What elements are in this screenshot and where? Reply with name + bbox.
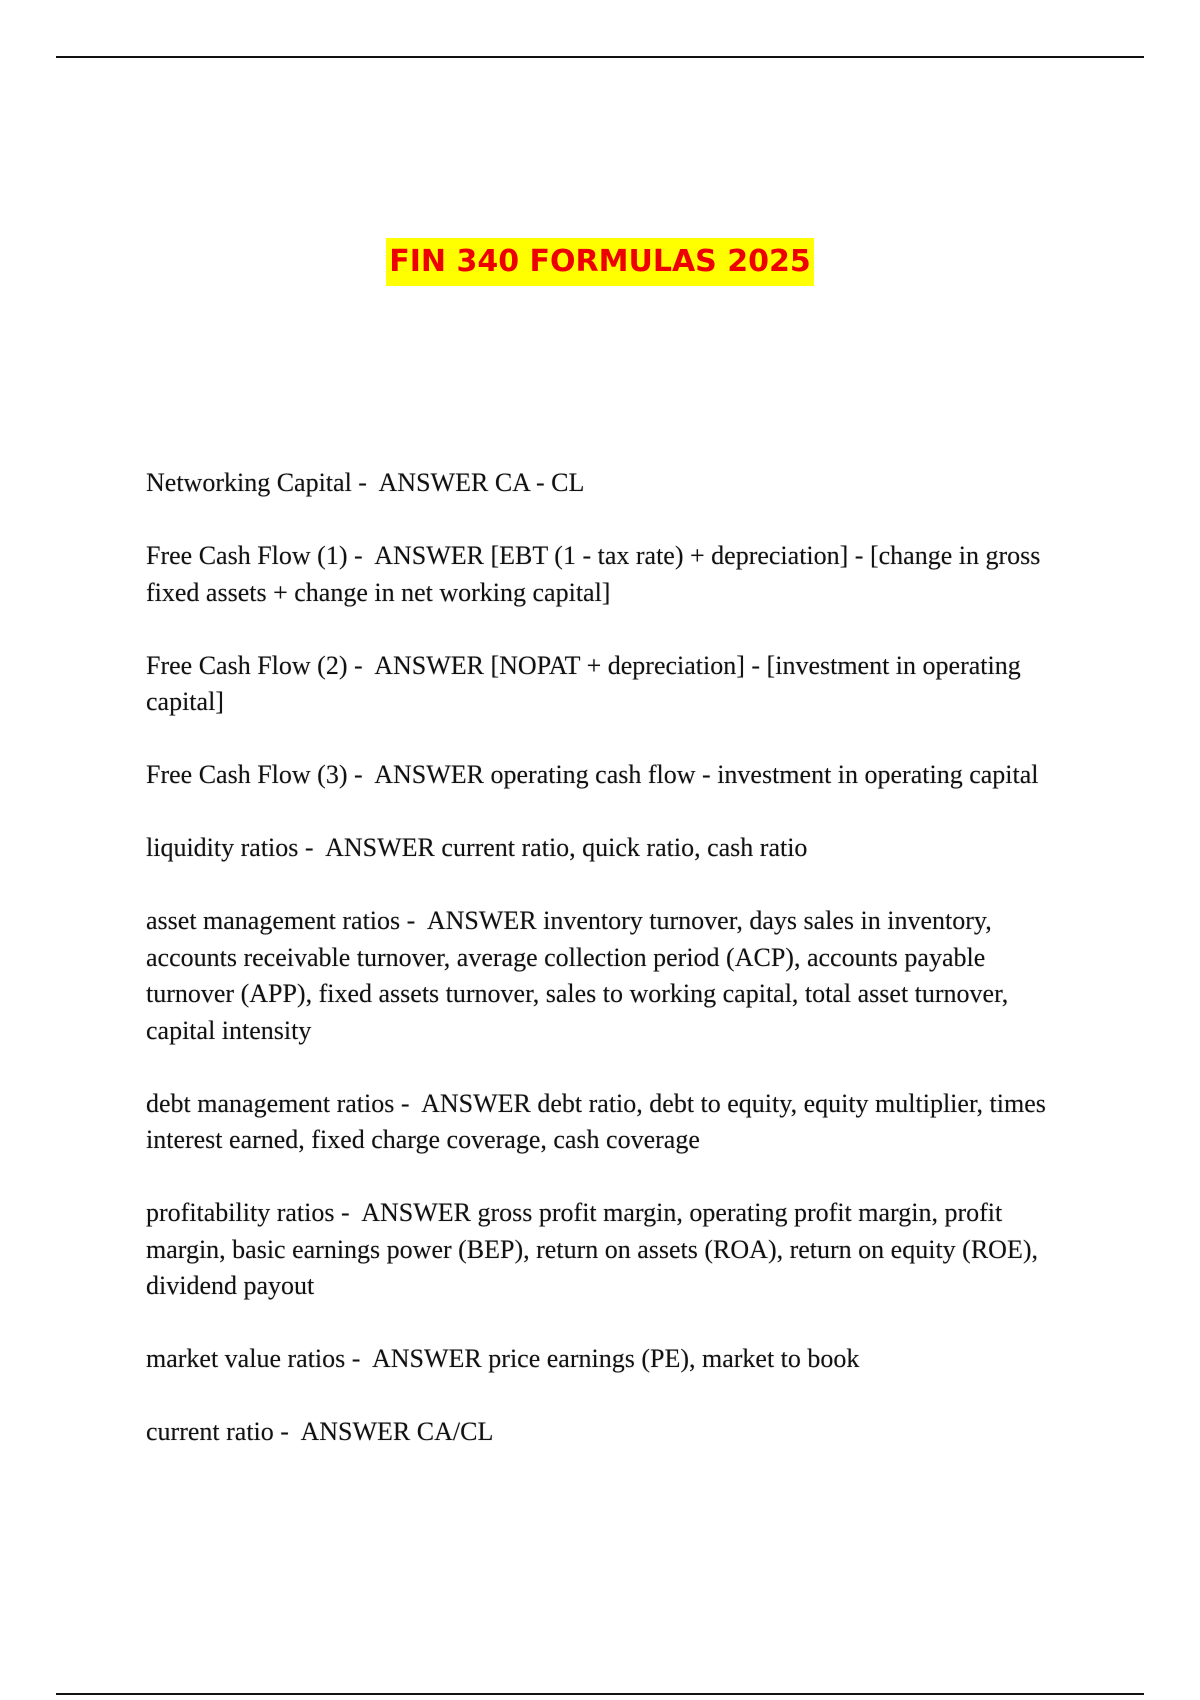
entry-answer: [EBT (1 - tax rate) + depreciation] - [change in gross fixed assets + change in net working capital]: [146, 541, 1041, 607]
entry-term: profitability ratios -: [146, 1198, 361, 1227]
entry-answer: gross profit margin, operating profit margin, profit margin, basic earnings power (BEP), return on assets (ROA), return on equity (ROE), dividend payout: [146, 1198, 1038, 1300]
answer-label: ANSWER: [374, 650, 484, 680]
entry-free-cash-flow-1: [146, 538, 1066, 611]
entry-answer: CA/CL: [416, 1417, 494, 1446]
answer-label: ANSWER: [374, 760, 484, 789]
entry-answer: current ratio, quick ratio, cash ratio: [441, 833, 808, 862]
entry-term: current ratio -: [146, 1417, 301, 1446]
entry-liquidity-ratios: [146, 830, 1066, 867]
answer-label: ANSWER: [426, 906, 537, 935]
entry-term: Free Cash Flow (3) -: [146, 760, 374, 789]
entry-term: Networking Capital -: [146, 468, 379, 497]
entry-networking-capital: [146, 465, 1066, 502]
entry-term: debt management ratios -: [146, 1089, 421, 1118]
answer-label: ANSWER: [372, 1344, 482, 1373]
entry-answer: inventory turnover, days sales in inventory, accounts receivable turnover, average collection period (ACP), accounts payable turnover (APP), fixed assets turnover, sales to working capital, total asset turnover, capital intensity: [146, 906, 1009, 1045]
answer-label: ANSWER: [421, 1088, 531, 1118]
entry-asset-management-ratios: [146, 903, 1066, 1049]
answer-label: ANSWER: [361, 1198, 471, 1227]
entry-answer: operating cash flow - investment in operating capital: [490, 760, 1039, 789]
answer-label: ANSWER: [325, 833, 435, 862]
answer-label: ANSWER: [374, 541, 484, 570]
entry-term: Free Cash Flow (2) -: [146, 651, 374, 680]
entry-free-cash-flow-3: [146, 757, 1066, 794]
entry-answer: debt ratio, debt to equity, equity multiplier, times interest earned, fixed charge coverage, cash coverage: [146, 1088, 1046, 1154]
page-title: FIN 340 FORMULAS 2025: [386, 238, 813, 286]
entry-answer: [NOPAT + depreciation] - [investment in operating capital]: [146, 650, 1021, 716]
entry-term: market value ratios -: [146, 1344, 372, 1373]
formula-list: [146, 465, 1066, 1487]
title-container: [0, 238, 1200, 286]
entry-term: Free Cash Flow (1) -: [146, 541, 374, 570]
entry-answer: price earnings (PE), market to book: [488, 1344, 860, 1373]
bottom-rule: [56, 1693, 1144, 1695]
entry-free-cash-flow-2: [146, 648, 1066, 721]
top-rule: [56, 56, 1144, 58]
entry-current-ratio: [146, 1414, 1066, 1451]
answer-label: ANSWER: [378, 468, 489, 497]
entry-profitability-ratios: [146, 1195, 1066, 1305]
entry-answer: CA - CL: [494, 468, 585, 497]
entry-debt-management-ratios: [146, 1086, 1066, 1159]
entry-term: liquidity ratios -: [146, 833, 325, 862]
entry-term: asset management ratios -: [146, 906, 427, 935]
answer-label: ANSWER: [300, 1417, 411, 1446]
entry-market-value-ratios: [146, 1341, 1066, 1378]
